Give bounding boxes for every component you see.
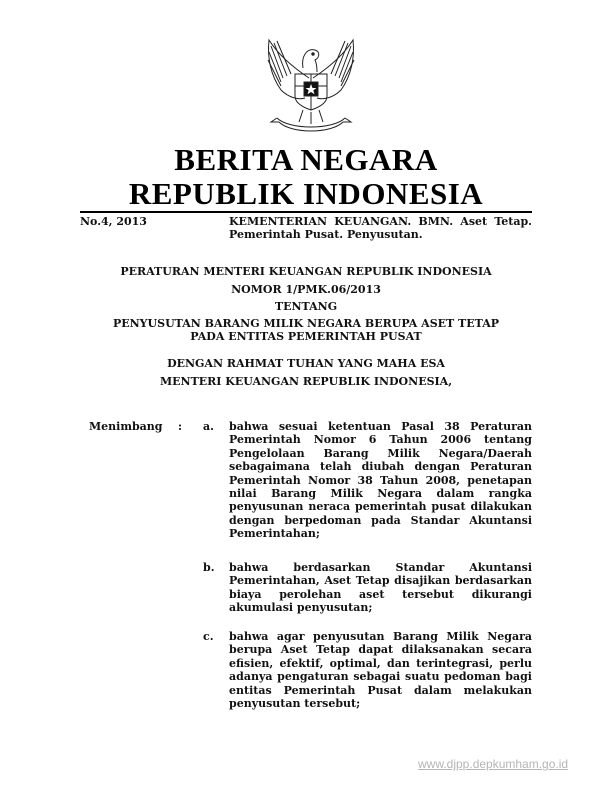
gazette-number: No.4, 2013: [80, 215, 147, 228]
consideration-item-a: bahwa sesuai ketentuan Pasal 38 Peraturan Pemerintah Nomor 6 Tahun 2006 tentang Pengelolaan Barang Milik Negara/Daerah sebagaimana telah diubah dengan Peraturan Pemerintah Nomor 38 Tahun 2008, penetapan nilai Barang Milik Negara dalam rangka penyusunan neraca pemerintah pusat dilakukan dengan berpedoman pada Standar Akuntansi Pemerintahan;: [229, 420, 532, 541]
gazette-subject: KEMENTERIAN KEUANGAN. BMN. Aset Tetap. Pemerintah Pusat. Penyusutan.: [229, 215, 532, 241]
item-letter-b: b.: [203, 561, 215, 574]
regulation-number: NOMOR 1/PMK.06/2013: [231, 283, 381, 296]
consideration-item-c: bahwa agar penyusutan Barang Milik Negara berupa Aset Tetap dapat dilaksanakan secara efisien, efektif, optimal, dan terintegrasi, perlu adanya pengaturan sebagai suatu pedoman bagi entitas Pemerintah Pusat dalam melakukan penyusutan tersebut;: [229, 630, 532, 711]
considerations-colon: :: [178, 420, 183, 433]
footer-url-link[interactable]: www.djpp.depkumham.go.id: [418, 757, 569, 771]
masthead-title-line2: REPUBLIK INDONESIA: [128, 176, 484, 211]
item-letter-a: a.: [203, 420, 214, 433]
invocation: DENGAN RAHMAT TUHAN YANG MAHA ESA: [167, 357, 445, 370]
regulation-subject-line1: PENYUSUTAN BARANG MILIK NEGARA BERUPA ASET TETAP: [112, 317, 500, 330]
masthead-title-line1: BERITA NEGARA: [174, 142, 438, 177]
regulation-title: PERATURAN MENTERI KEUANGAN REPUBLIK INDONESIA: [120, 265, 492, 278]
regulation-tentang: TENTANG: [274, 300, 338, 313]
issuer: MENTERI KEUANGAN REPUBLIK INDONESIA,: [159, 375, 453, 388]
consideration-item-b: bahwa berdasarkan Standar Akuntansi Pemerintahan, Aset Tetap disajikan berdasarkan biaya perolehan aset tersebut dikurangi akumulasi penyusutan;: [229, 561, 532, 615]
header-divider: [80, 211, 532, 213]
regulation-subject-line2: PADA ENTITAS PEMERINTAH PUSAT: [190, 330, 422, 343]
garuda-emblem-icon: [259, 38, 363, 138]
item-letter-c: c.: [203, 630, 214, 643]
considerations-label: Menimbang: [89, 420, 163, 433]
